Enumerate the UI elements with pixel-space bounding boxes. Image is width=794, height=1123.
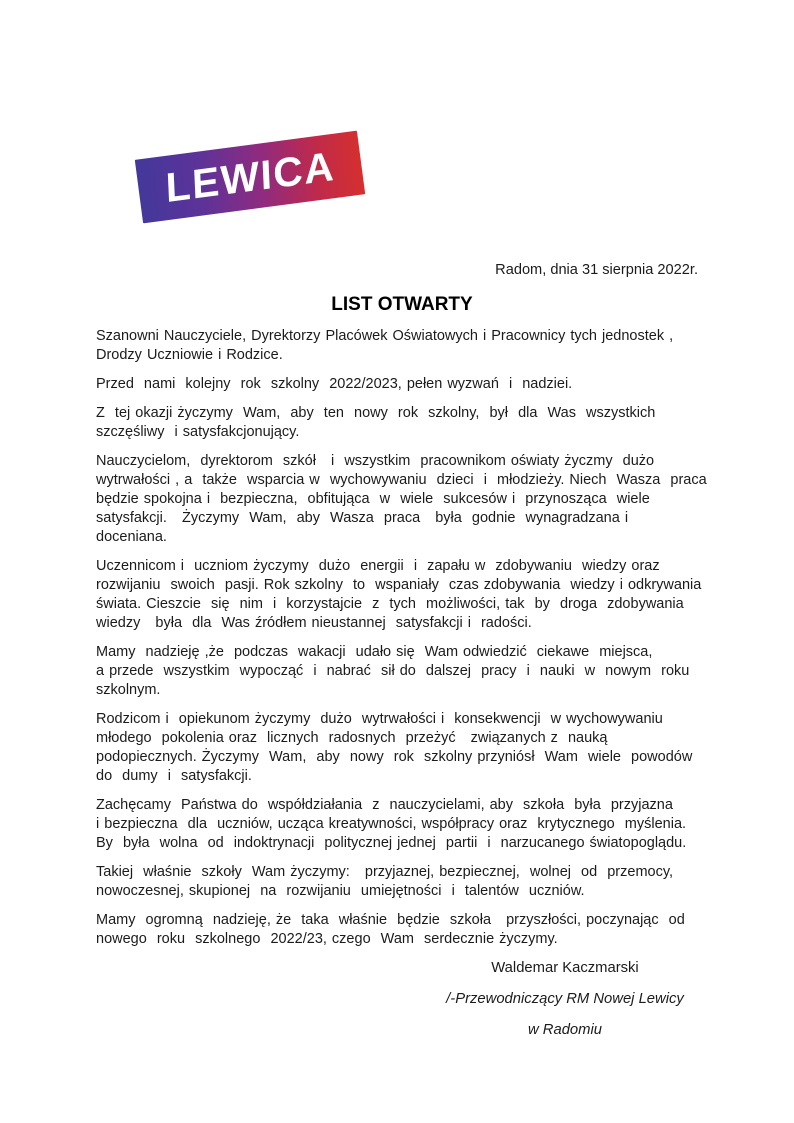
paragraph — [96, 710, 708, 786]
paragraph-line: do dumy i satysfakcji. — [96, 768, 252, 784]
paragraph — [96, 557, 708, 633]
lewica-logo-banner — [135, 131, 365, 224]
paragraph — [96, 404, 708, 442]
paragraph — [96, 643, 708, 700]
signature-block — [375, 959, 755, 1040]
paragraph-line: będzie spokojna i bezpieczna, obfitująca w wiele sukcesów i przynosząca wiele — [96, 491, 650, 507]
paragraph-line: Mamy nadzieję ,że podczas wakacji udało się Wam odwiedzić ciekawe miejsca, — [96, 644, 653, 660]
paragraph-line: Zachęcamy Państwa do współdziałania z nauczycielami, aby szkoła była przyjazna — [96, 797, 673, 813]
lewica-logo-text: LEWICA — [164, 142, 336, 211]
paragraph — [96, 796, 708, 853]
paragraph-line: wiedzy była dla Was źródłem nieustannej satysfakcji i radości. — [96, 615, 532, 631]
paragraph — [96, 375, 708, 394]
paragraph-line: Rodzicom i opiekunom życzymy dużo wytrwałości i konsekwencji w wychowywaniu — [96, 711, 663, 727]
paragraph-line: a przede wszystkim wypocząć i nabrać sił do dalszej pracy i nauki w nowym roku — [96, 663, 690, 679]
paragraph — [96, 911, 708, 949]
signature-name: Waldemar Kaczmarski — [491, 960, 639, 976]
paragraph-line: Z tej okazji życzymy Wam, aby ten nowy rok szkolny, był dla Was wszystkich — [96, 405, 656, 421]
paragraph-line: nowoczesnej, skupionej na rozwijaniu umiejętności i talentów uczniów. — [96, 883, 585, 899]
paragraph-line: szkolnym. — [96, 682, 161, 698]
paragraph-line: młodego pokolenia oraz licznych radosnych przeżyć związanych z nauką — [96, 730, 608, 746]
paragraph-line: Uczennicom i uczniom życzymy dużo energii i zapału w zdobywaniu wiedzy oraz — [96, 558, 660, 574]
date-line: Radom, dnia 31 sierpnia 2022r. — [495, 262, 698, 278]
paragraph — [96, 327, 708, 365]
paragraph-line: nowego roku szkolnego 2022/23, czego Wam serdecznie życzymy. — [96, 931, 558, 947]
paragraph-line: satysfakcji. Życzymy Wam, aby Wasza praca była godnie wynagradzana i doceniana. — [96, 510, 639, 545]
paragraph — [96, 863, 708, 901]
signature-role: /-Przewodniczący RM Nowej Lewicy — [446, 991, 684, 1007]
paragraph — [96, 452, 708, 547]
paragraph-line: Mamy ogromną nadzieję, że taka właśnie będzie szkoła przyszłości, poczynając od — [96, 912, 685, 928]
letter-body — [96, 327, 708, 949]
paragraph-line: podopiecznych. Życzymy Wam, aby nowy rok szkolny przyniósł Wam wiele powodów — [96, 749, 693, 765]
paragraph-line: rozwijaniu swoich pasji. Rok szkolny to wspaniały czas zdobywania wiedzy i odkrywania — [96, 577, 702, 593]
paragraph-line: Takiej właśnie szkoły Wam życzymy: przyjaznej, bezpiecznej, wolnej od przemocy, — [96, 864, 674, 880]
paragraph-line: Drodzy Uczniowie i Rodzice. — [96, 347, 283, 363]
paragraph-line: Szanowni Nauczyciele, Dyrektorzy Placówek Oświatowych i Pracownicy tych jednostek , — [96, 328, 674, 344]
paragraph-line: By była wolna od indoktrynacji politycznej jednej partii i narzucanego światopoglądu. — [96, 835, 687, 851]
lewica-logo — [138, 142, 362, 211]
signature-place: w Radomiu — [527, 1022, 602, 1038]
paragraph-line: szczęśliwy i satysfakcjonujący. — [96, 424, 300, 440]
letter-title: LIST OTWARTY — [331, 294, 473, 315]
paragraph-line: Przed nami kolejny rok szkolny 2022/2023, pełen wyzwań i nadziei. — [96, 376, 573, 392]
paragraph-line: wytrwałości , a także wsparcia w wychowywaniu dzieci i młodzieży. Niech Wasza praca — [96, 472, 707, 488]
paragraph-line: i bezpieczna dla uczniów, ucząca kreatywności, współpracy oraz krytycznego myślenia. — [96, 816, 687, 832]
paragraph-line: Nauczycielom, dyrektorom szkół i wszystkim pracownikom oświaty życzmy dużo — [96, 453, 655, 469]
paragraph-line: świata. Cieszcie się nim i korzystajcie z tych możliwości, tak by droga zdobywania — [96, 596, 684, 612]
